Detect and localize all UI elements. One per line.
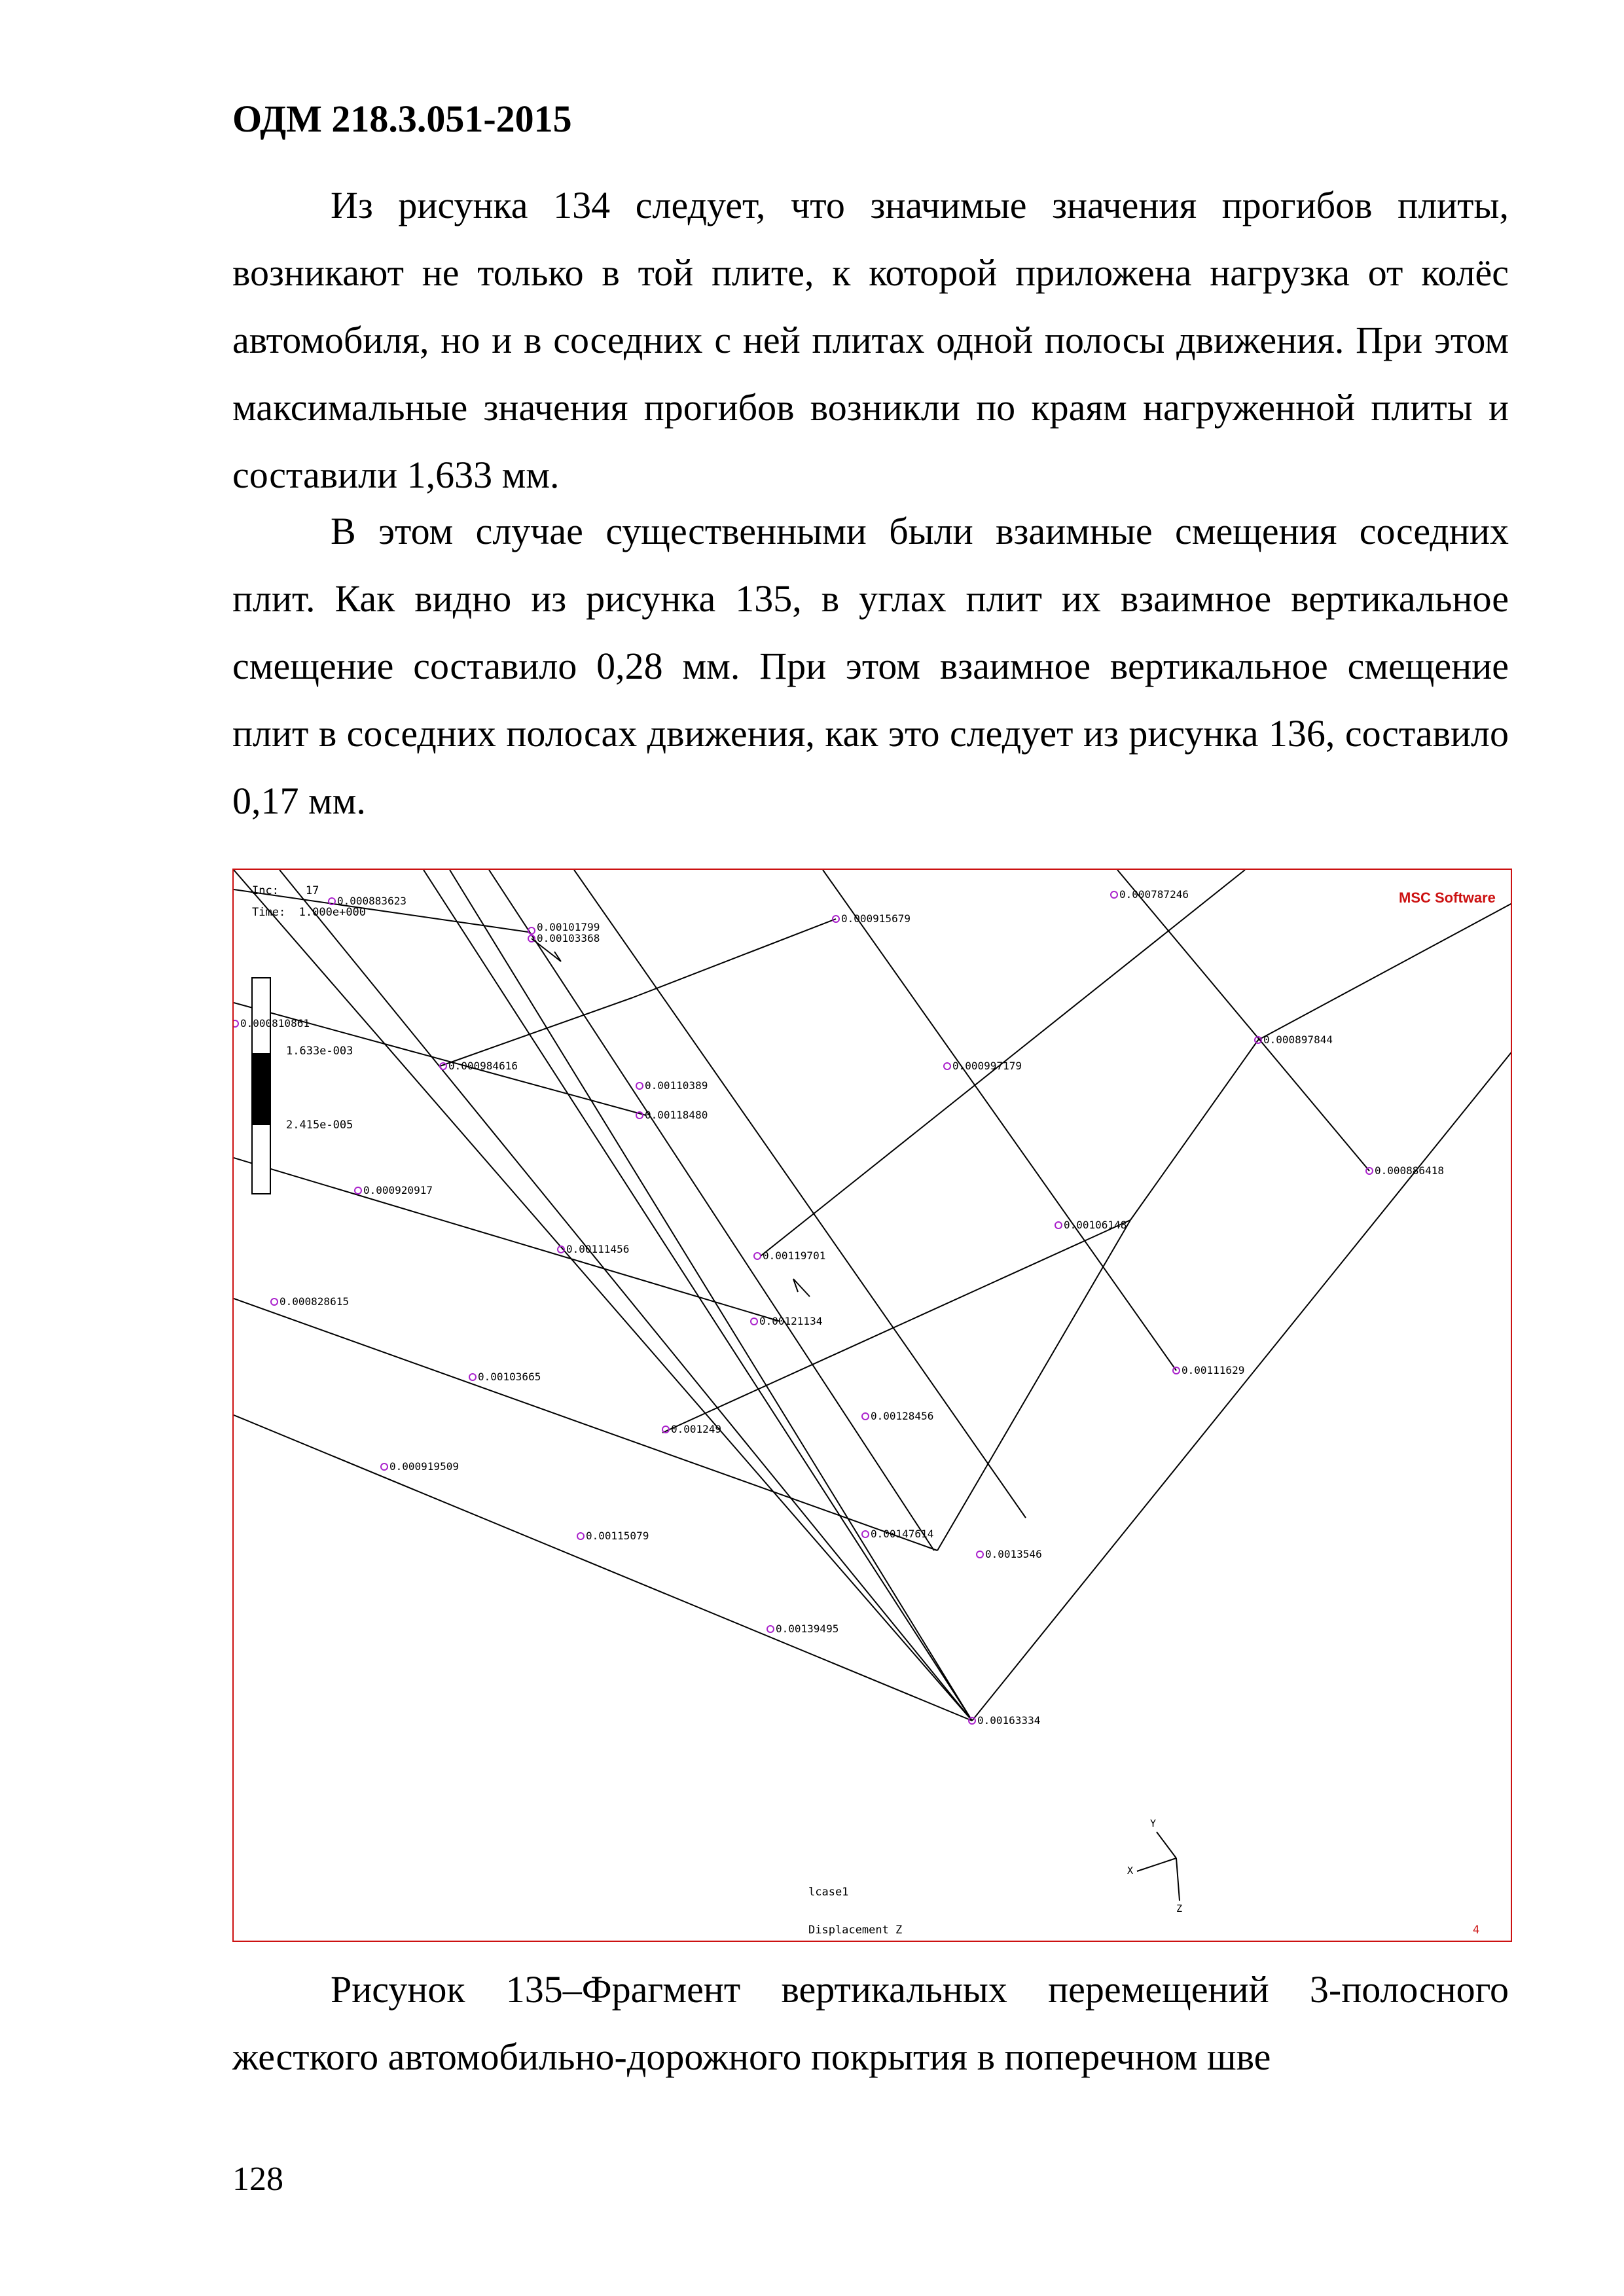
axis-triad bbox=[1137, 1832, 1180, 1901]
document-header: ОДМ 218.3.051-2015 bbox=[232, 98, 572, 140]
node-label: 0.00103368 bbox=[537, 932, 600, 944]
node-label: 0.00106148 bbox=[1064, 1219, 1127, 1231]
node-markers bbox=[234, 891, 1373, 1724]
node-label: 0.00118480 bbox=[645, 1109, 708, 1121]
node-label: 0.000883623 bbox=[337, 895, 406, 907]
node-label: 0.0013546 bbox=[985, 1548, 1042, 1560]
node-label: 0.000997179 bbox=[952, 1060, 1022, 1072]
mesh-lines bbox=[234, 870, 1512, 1721]
legend-min-label: 2.415e-005 bbox=[286, 1119, 353, 1132]
node-label: 0.000886418 bbox=[1375, 1164, 1444, 1177]
node-label: 0.00121134 bbox=[759, 1315, 823, 1327]
node-label: 0.00119701 bbox=[763, 1249, 826, 1262]
node-label: 0.00147614 bbox=[871, 1528, 934, 1540]
msc-logo: MSC Software bbox=[1399, 889, 1496, 906]
axis-z-label: Z bbox=[1176, 1903, 1183, 1914]
frame-number: 4 bbox=[1473, 1924, 1480, 1937]
legend-bar bbox=[252, 978, 270, 1194]
node-label: 0.000915679 bbox=[841, 912, 911, 925]
node-label: 0.00111629 bbox=[1182, 1364, 1245, 1376]
node-label: 0.000920917 bbox=[363, 1184, 433, 1196]
result-type-label: Displacement Z bbox=[808, 1924, 903, 1937]
page-number: 128 bbox=[232, 2161, 283, 2198]
time-readout: Time: 1.000e+000 bbox=[252, 906, 367, 919]
paragraph-2: В этом случае существенными были взаимные смещения соседних плит. Как видно из рисунка 135, в углах плит их взаимное вертикальное смещение составило 0,28 мм. При этом взаимное вертикальное смещение плит в соседних полосах движения, как это следует из рисунка 136, составило 0,17 мм. bbox=[232, 510, 1509, 822]
inc-readout: Inc: 17 bbox=[252, 884, 319, 897]
node-label: 0.000828615 bbox=[280, 1295, 349, 1308]
fem-mesh-plot bbox=[234, 870, 1512, 1942]
node-label: 0.00111456 bbox=[566, 1243, 630, 1255]
node-label: 0.00115079 bbox=[586, 1530, 649, 1542]
node-label: 0.00163334 bbox=[977, 1714, 1041, 1727]
axis-x-label: X bbox=[1127, 1865, 1134, 1876]
node-label: 0.00110389 bbox=[645, 1079, 708, 1092]
node-label: 0.00101799 bbox=[537, 921, 600, 933]
node-label: 0.00128456 bbox=[871, 1410, 934, 1422]
node-label: 0.000810861 bbox=[240, 1017, 310, 1030]
node-label: 0.000897844 bbox=[1263, 1033, 1333, 1046]
node-label: 0.001249 bbox=[671, 1423, 722, 1435]
node-label: 0.000984616 bbox=[448, 1060, 518, 1072]
node-label: 0.00103665 bbox=[478, 1371, 541, 1383]
legend-max-label: 1.633e-003 bbox=[286, 1045, 353, 1058]
load-case-label: lcase1 bbox=[808, 1886, 849, 1899]
axis-y-label: Y bbox=[1150, 1818, 1157, 1829]
node-label: 0.000919509 bbox=[389, 1460, 459, 1473]
paragraph-1: Из рисунка 134 следует, что значимые значения прогибов плиты, возникают не только в той плите, к которой приложена нагрузка от колёс автомобиля, но и в соседних с ней плитах одной полосы движения. При этом максимальные значения прогибов возникли по краям нагруженной плиты и составили 1,633 мм. bbox=[232, 184, 1509, 496]
displacement-figure bbox=[232, 869, 1512, 1942]
node-label: 0.000787246 bbox=[1119, 888, 1189, 901]
node-label: 0.00139495 bbox=[776, 1623, 839, 1635]
figure-caption: Рисунок 135–Фрагмент вертикальных перемещений 3-полосного жесткого автомобильно-дорожного покрытия в поперечном шве bbox=[232, 1968, 1509, 2078]
